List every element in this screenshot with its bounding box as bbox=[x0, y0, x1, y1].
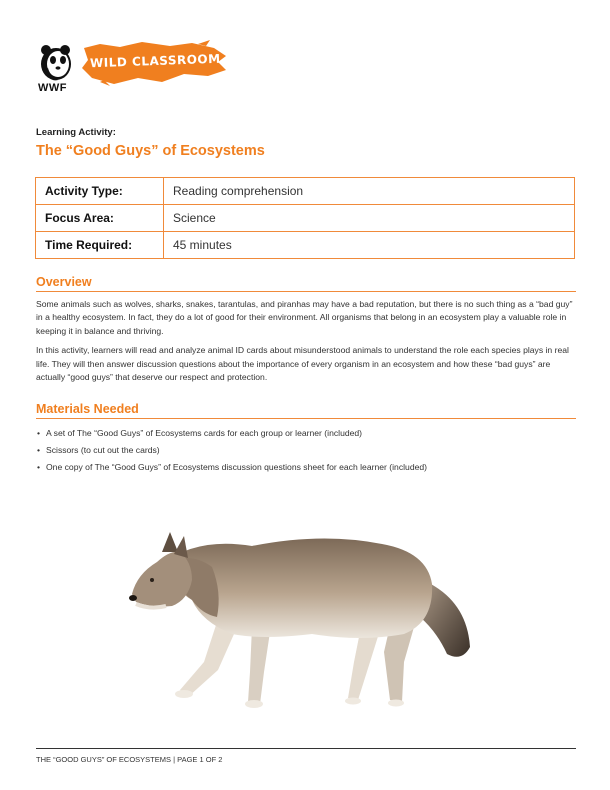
materials-section bbox=[36, 402, 576, 476]
list-item-text: A set of The “Good Guys” of Ecosystems cards for each group or learner (included) bbox=[46, 428, 363, 438]
list-item-text: One copy of The “Good Guys” of Ecosystems discussion questions sheet for each learner (included) bbox=[46, 462, 428, 472]
table-row bbox=[36, 205, 575, 232]
wild-classroom-logo bbox=[80, 38, 228, 88]
section-divider bbox=[36, 291, 576, 292]
brand-text: WILD CLASSROOM bbox=[89, 51, 221, 71]
info-label: Activity Type: bbox=[36, 178, 164, 205]
materials-heading: Materials Needed bbox=[36, 402, 139, 416]
bullet-icon: • bbox=[37, 462, 41, 472]
overview-heading: Overview bbox=[36, 275, 92, 289]
wolf-image bbox=[122, 522, 482, 712]
list-item bbox=[37, 425, 576, 442]
footer-divider bbox=[36, 748, 576, 749]
info-value: Science bbox=[164, 205, 575, 232]
list-item bbox=[37, 442, 576, 459]
bullet-icon: • bbox=[37, 445, 41, 455]
activity-info-table bbox=[35, 177, 575, 259]
section-divider bbox=[36, 418, 576, 419]
overview-paragraph: Some animals such as wolves, sharks, snakes, tarantulas, and piranhas may have a bad reputation, but there is no such thing as a “bad guy” in a healthy ecosystem. In fact, they do a lot of good for their environment. All organisms that belong in an ecosystem play a valuable role in keeping it in balance and thriving. bbox=[36, 299, 573, 336]
list-item bbox=[37, 459, 576, 476]
table-row bbox=[36, 178, 575, 205]
wwf-wordmark: WWF bbox=[38, 82, 67, 94]
bullet-icon: • bbox=[37, 428, 41, 438]
page-footer: THE “GOOD GUYS” OF ECOSYSTEMS | PAGE 1 OF 2 bbox=[36, 755, 223, 764]
table-row bbox=[36, 232, 575, 259]
list-item-text: Scissors (to cut out the cards) bbox=[46, 445, 160, 455]
info-label: Time Required: bbox=[36, 232, 164, 259]
activity-kicker: Learning Activity: bbox=[36, 127, 116, 138]
panda-icon bbox=[36, 42, 76, 82]
materials-list bbox=[36, 425, 576, 476]
overview-paragraph: In this activity, learners will read and analyze animal ID cards about misunderstood animals to understand the role each species plays in real life. They will then answer discussion questions about the importance of every organism in an ecosystem and how these “bad guys” are actually “good guys” that deserve our respect and protection. bbox=[36, 345, 569, 383]
page-title: The “Good Guys” of Ecosystems bbox=[36, 143, 265, 159]
info-value: Reading comprehension bbox=[164, 178, 575, 205]
info-value: 45 minutes bbox=[164, 232, 575, 259]
wolf-icon bbox=[122, 522, 482, 712]
overview-section bbox=[36, 275, 576, 384]
info-label: Focus Area: bbox=[36, 205, 164, 232]
